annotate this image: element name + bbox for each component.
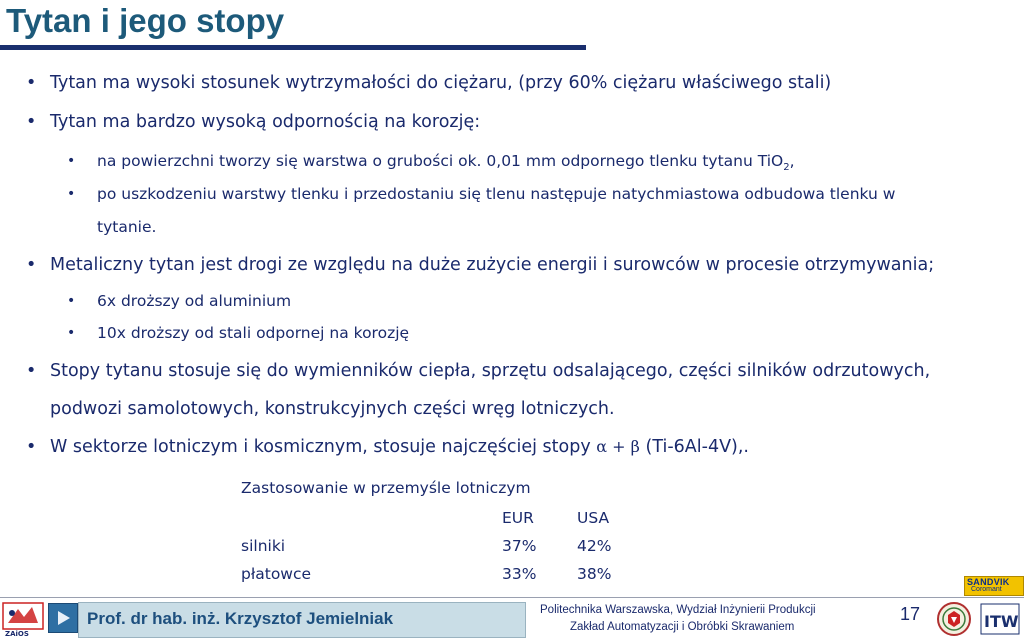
itw-logo-text: ITW <box>984 612 1019 631</box>
sub-bullet-text: tytanie. <box>97 218 157 236</box>
sub-bullet-text-main: na powierzchni tworzy się warstwa o grubości ok. 0,01 mm odpornego tlenku tytanu TiO <box>97 152 784 170</box>
author-box <box>78 602 526 638</box>
page-number: 17 <box>900 604 921 624</box>
bullet-icon: • <box>26 255 37 275</box>
bullet-icon: • <box>26 112 37 132</box>
bullet-text <box>50 432 749 462</box>
bullet-text-main: W sektorze lotniczym i kosmicznym, stosuje najczęściej stopy <box>50 437 591 457</box>
bullet-icon: • <box>26 437 37 457</box>
bullet-text: Stopy tytanu stosuje się do wymienników ciepła, sprzętu odsalającego, części silników odrzutowych, <box>50 361 931 381</box>
greek-formula: α + β <box>596 437 640 456</box>
sub-bullet-text: 6x droższy od aluminium <box>97 292 292 310</box>
alloy-name: (Ti-6Al-4V),. <box>645 437 749 457</box>
row-label: płatowce <box>241 565 312 583</box>
sub-bullet-text <box>97 146 795 183</box>
next-slide-button[interactable] <box>48 603 78 633</box>
table-cell: 38% <box>577 565 612 583</box>
table-caption: Zastosowanie w przemyśle lotniczym <box>241 479 531 497</box>
footer-divider <box>0 597 1024 598</box>
bullet-icon: • <box>67 186 76 202</box>
author-name: Prof. dr hab. inż. Krzysztof Jemielniak <box>87 609 394 628</box>
bullet-icon: • <box>67 293 76 309</box>
svg-text:ZAiOS: ZAiOS <box>5 630 29 637</box>
sandvik-logo <box>964 576 1024 596</box>
institution-line-2: Zakład Automatyzacji i Obróbki Skrawaniem <box>570 621 795 633</box>
table-cell: 42% <box>577 537 612 555</box>
title-underline <box>0 45 586 50</box>
bullet-text: Metaliczny tytan jest drogi ze względu na duże zużycie energii i surowców w procesie otrzymywania; <box>50 255 935 275</box>
institution-line-1: Politechnika Warszawska, Wydział Inżynierii Produkcji <box>540 604 816 616</box>
sub-bullet-text: 10x droższy od stali odpornej na korozję <box>97 324 410 342</box>
table-cell: 33% <box>502 565 537 583</box>
university-crest-icon <box>934 601 974 637</box>
bullet-icon: • <box>26 361 37 381</box>
row-label: silniki <box>241 537 286 555</box>
table-cell: 37% <box>502 537 537 555</box>
sub-bullet-text-end: , <box>789 152 795 170</box>
bullet-icon: • <box>26 73 37 93</box>
bullet-icon: • <box>67 153 76 169</box>
bullet-text: podwozi samolotowych, konstrukcyjnych części wręg lotniczych. <box>50 399 615 419</box>
sandvik-name: SANDVIK <box>967 577 1010 587</box>
sandvik-subname: Coromant <box>971 586 1002 593</box>
sub-bullet-text: po uszkodzeniu warstwy tlenku i przedostaniu się tlenu następuje natychmiastowa odbudowa tlenku w <box>97 185 896 203</box>
footer <box>0 577 1024 640</box>
column-header: USA <box>577 509 610 527</box>
subscript: 2 <box>783 162 790 174</box>
bullet-text: Tytan ma wysoki stosunek wytrzymałości do ciężaru, (przy 60% ciężaru właściwego stali) <box>50 73 832 93</box>
itw-logo-icon <box>980 601 1020 637</box>
bullet-icon: • <box>67 325 76 341</box>
bullet-text: Tytan ma bardzo wysoką odpornością na korozję: <box>50 112 481 132</box>
column-header: EUR <box>502 509 534 527</box>
page-title: Tytan i jego stopy <box>6 2 285 39</box>
zaios-logo-icon <box>2 601 44 637</box>
